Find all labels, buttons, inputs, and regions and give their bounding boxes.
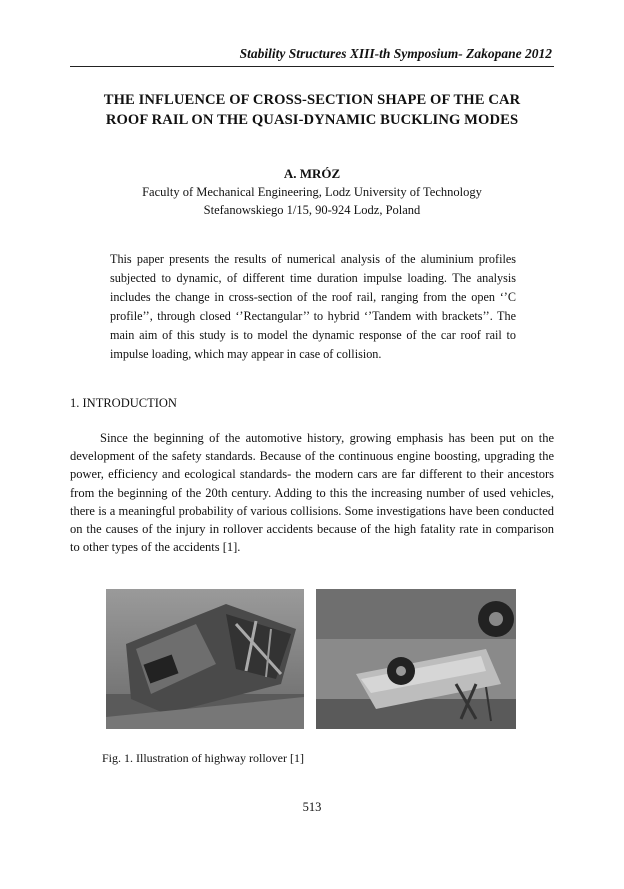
author-name: A. MRÓZ (283, 166, 341, 181)
figure-photo-left (106, 589, 304, 729)
title-line-2: ROOF RAIL ON THE QUASI-DYNAMIC BUCKLING MODES (105, 112, 519, 128)
abstract: This paper presents the results of numerical analysis of the aluminium profiles subjected to dynamic, of different time duration impulse loading. The analysis includes the change in cross-section of the roof rail, ranging from the open ‘’C profile’’, through closed ‘’Rectangular’’ to hybrid ‘’Tandem with brackets’’. The main aim of this study is to model the dynamic response of the car roof rail to impulse loading, which may appear in case of collision. (110, 252, 516, 362)
affiliation-line-2: Stefanowskiego 1/15, 90-924 Lodz, Poland (203, 203, 421, 217)
figure-photo-right (316, 589, 516, 729)
header-rule (70, 66, 554, 67)
page-number: 513 (302, 800, 322, 814)
section-heading: 1. INTRODUCTION (70, 396, 177, 410)
intro-paragraph: Since the beginning of the automotive history, growing emphasis has been put on the development of the safety standards. Because of the continuous engine boosting, upgrading the power, efficiency and ecological standards- the modern cars are far different to their ancestors from the beginning of the 20th century. Adding to this the increasing number of used vehicles, there is a meaningful probability of various collisions. Some investigations have been conducted on the causes of the injury in rollover accidents because of the high fatality rate in comparison to other types of the accidents [1]. (70, 431, 554, 555)
running-header: Stability Structures XIII-th Symposium- Zakopane 2012 (239, 46, 552, 61)
paper-title (64, 90, 560, 130)
affiliation-line-1: Faculty of Mechanical Engineering, Lodz University of Technology (142, 185, 482, 199)
figure-caption: Fig. 1. Illustration of highway rollover [1] (102, 751, 304, 765)
affiliation (40, 183, 584, 219)
title-line-1: THE INFLUENCE OF CROSS-SECTION SHAPE OF THE CAR (103, 92, 521, 108)
